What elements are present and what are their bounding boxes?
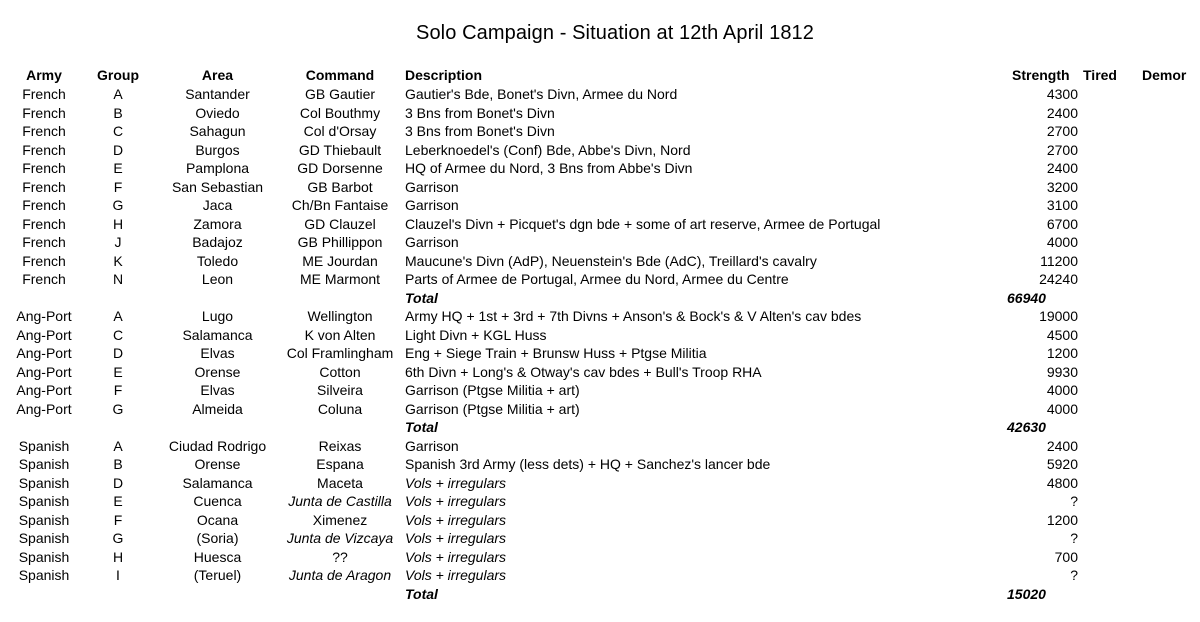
cell-group: K (113, 252, 123, 269)
cell-strength: 2400 (1046, 437, 1078, 454)
cell-group: G (112, 400, 124, 417)
cell-area: Elvas (200, 345, 235, 361)
cell-group: F (113, 382, 123, 398)
cell-group: E (113, 160, 123, 176)
cell-strength: 24240 (1039, 271, 1078, 287)
cell-description: Gautier's Bde, Bonet's Divn, Armee du Nord (405, 86, 678, 102)
cell-group: D (112, 141, 124, 158)
table-row (0, 215, 1200, 233)
cell-area: (Soria) (196, 530, 239, 546)
cell-strength: 2700 (1046, 141, 1078, 158)
cell-description: Vols + irregulars (405, 548, 507, 565)
cell-strength: 2400 (1046, 160, 1078, 176)
cell-army: French (22, 271, 66, 287)
cell-description: Garrison (405, 437, 459, 454)
cell-strength: 1200 (1046, 345, 1078, 361)
table-row (0, 159, 1200, 177)
cell-strength: 9930 (1046, 363, 1078, 380)
cell-command: Maceta (317, 474, 363, 491)
cell-army: Spanish (18, 474, 70, 491)
cell-group: A (113, 437, 123, 454)
cell-description: Vols + irregulars (405, 474, 507, 491)
total-row-spanish (0, 585, 1200, 603)
cell-army: Spanish (18, 511, 70, 528)
cell-strength: 3200 (1046, 178, 1078, 195)
cell-army: Spanish (18, 437, 70, 454)
cell-group: G (112, 197, 124, 213)
total-value-angport: 42630 (1007, 419, 1046, 435)
cell-group: J (114, 234, 122, 250)
header-strength: Strength (1012, 67, 1070, 83)
cell-area: Salamanca (182, 474, 253, 491)
cell-strength: 4000 (1046, 234, 1078, 250)
cell-description: Vols + irregulars (405, 511, 507, 528)
cell-group: E (113, 493, 123, 509)
cell-army: French (22, 252, 66, 269)
cell-area: Lugo (201, 308, 234, 324)
cell-strength: 4000 (1046, 382, 1078, 398)
cell-area: Badajoz (192, 234, 243, 250)
cell-area: Huesca (193, 548, 242, 565)
cell-description: HQ of Armee du Nord, 3 Bns from Abbe's Divn (405, 160, 693, 176)
table-row (0, 178, 1200, 196)
total-label: Total (405, 419, 438, 435)
cell-description: Leberknoedel's (Conf) Bde, Abbe's Divn, Nord (405, 141, 691, 158)
cell-description: Army HQ + 1st + 3rd + 7th Divns + Anson's & Bock's & V Alten's cav bdes (405, 308, 862, 324)
cell-area: San Sebastian (171, 178, 264, 195)
cell-command: Ch/Bn Fantaise (291, 197, 389, 213)
cell-army: French (22, 215, 66, 232)
cell-area: Almeida (192, 400, 243, 417)
cell-description: 3 Bns from Bonet's Divn (405, 104, 555, 121)
table-row (0, 104, 1200, 122)
cell-strength: ? (1070, 493, 1078, 509)
cell-area: Orense (194, 456, 241, 472)
cell-area: Ocana (196, 511, 239, 528)
cell-command: Wellington (307, 308, 373, 324)
cell-strength: 700 (1054, 548, 1078, 565)
table-row (0, 141, 1200, 159)
cell-group: F (113, 511, 123, 528)
cell-army: Ang-Port (16, 363, 72, 380)
cell-area: Cuenca (193, 493, 242, 509)
total-value-french: 66940 (1007, 289, 1046, 306)
header-area: Area (201, 67, 234, 83)
table-row (0, 381, 1200, 399)
cell-army: French (22, 104, 66, 121)
cell-strength: ? (1070, 567, 1078, 583)
cell-strength: ? (1070, 530, 1078, 546)
total-label: Total (405, 585, 438, 602)
cell-command: GB Gautier (304, 86, 376, 102)
cell-description: Eng + Siege Train + Brunsw Huss + Ptgse Militia (405, 345, 707, 361)
cell-army: French (22, 178, 66, 195)
cell-army: Spanish (18, 530, 70, 546)
table-row (0, 270, 1200, 288)
cell-strength: 2400 (1046, 104, 1078, 121)
cell-strength: 11200 (1040, 252, 1078, 269)
cell-description: Clauzel's Divn + Picquet's dgn bde + some of art reserve, Armee de Portugal (405, 215, 881, 232)
cell-area: Zamora (193, 215, 242, 232)
total-row-angport (0, 418, 1200, 436)
table-row (0, 455, 1200, 473)
cell-strength: 1200 (1046, 511, 1078, 528)
cell-area: Santander (185, 86, 250, 102)
header-demor: Demor (1142, 67, 1187, 83)
header-command: Command (305, 67, 375, 83)
cell-area: (Teruel) (193, 567, 242, 583)
cell-description: Garrison (Ptgse Militia + art) (405, 382, 580, 398)
total-label: Total (405, 289, 438, 306)
cell-group: G (112, 530, 124, 546)
cell-area: Elvas (200, 382, 235, 398)
cell-command: Coluna (317, 400, 363, 417)
cell-area: Salamanca (182, 326, 253, 343)
cell-strength: 5920 (1046, 456, 1078, 472)
cell-command: Reixas (318, 437, 362, 454)
table-row (0, 474, 1200, 492)
cell-command: ME Jourdan (302, 252, 378, 269)
cell-group: B (113, 104, 123, 121)
cell-group: D (112, 345, 124, 361)
table-row (0, 307, 1200, 325)
cell-army: French (22, 234, 66, 250)
cell-description: Vols + irregulars (405, 530, 507, 546)
cell-area: Leon (201, 271, 234, 287)
cell-group: N (112, 271, 124, 287)
cell-army: Spanish (18, 493, 70, 509)
table-row (0, 363, 1200, 381)
cell-group: F (113, 178, 123, 195)
cell-army: French (22, 86, 66, 102)
cell-strength: 4000 (1046, 400, 1078, 417)
cell-command: GD Thiebault (298, 141, 382, 158)
table-row (0, 122, 1200, 140)
cell-army: Ang-Port (16, 345, 72, 361)
cell-army: Spanish (18, 567, 70, 583)
table-row (0, 529, 1200, 547)
cell-description: 6th Divn + Long's & Otway's cav bdes + Bull's Troop RHA (405, 363, 762, 380)
cell-group: A (113, 308, 123, 324)
cell-command: Col d'Orsay (303, 123, 377, 139)
cell-command: ?? (332, 548, 348, 565)
cell-group: H (112, 548, 124, 565)
cell-command: GB Barbot (307, 178, 373, 195)
cell-area: Sahagun (189, 123, 246, 139)
cell-description: Garrison (405, 197, 459, 213)
cell-command: GB Phillippon (297, 234, 383, 250)
cell-command: ME Marmont (299, 271, 381, 287)
cell-area: Burgos (195, 141, 240, 158)
cell-command: Ximenez (312, 511, 368, 528)
cell-group: A (113, 86, 123, 102)
cell-strength: 4500 (1046, 326, 1078, 343)
table-row (0, 548, 1200, 566)
cell-command: GD Dorsenne (297, 160, 383, 176)
cell-description: Spanish 3rd Army (less dets) + HQ + Sanchez's lancer bde (405, 456, 771, 472)
header-group: Group (97, 67, 139, 83)
cell-strength: 2700 (1046, 123, 1078, 139)
header-description: Description (405, 67, 483, 83)
cell-area: Ciudad Rodrigo (168, 437, 267, 454)
table-header-row (0, 66, 1200, 84)
cell-description: Garrison (Ptgse Militia + art) (405, 400, 580, 417)
cell-command: Cotton (319, 363, 361, 380)
cell-command: GD Clauzel (304, 215, 376, 232)
total-value-spanish: 15020 (1007, 585, 1046, 602)
cell-description: Light Divn + KGL Huss (405, 326, 547, 343)
cell-command: Silveira (317, 382, 363, 398)
table-row (0, 492, 1200, 510)
cell-group: E (113, 363, 123, 380)
table-row (0, 344, 1200, 362)
cell-command: Junta de Vizcaya (286, 530, 394, 546)
cell-area: Orense (194, 363, 241, 380)
cell-army: Ang-Port (16, 326, 72, 343)
table-row (0, 566, 1200, 584)
cell-command: Col Bouthmy (299, 104, 381, 121)
header-army: Army (26, 67, 62, 83)
cell-description: Garrison (405, 178, 459, 195)
cell-group: C (112, 326, 124, 343)
table-row (0, 437, 1200, 455)
cell-area: Jaca (202, 197, 233, 213)
table-row (0, 252, 1200, 270)
cell-strength: 4800 (1046, 474, 1078, 491)
table-row (0, 326, 1200, 344)
cell-command: Junta de Aragon (288, 567, 392, 583)
cell-army: Spanish (18, 456, 70, 472)
cell-description: Parts of Armee de Portugal, Armee du Nord, Armee du Centre (405, 271, 789, 287)
cell-group: I (116, 567, 120, 583)
cell-group: C (112, 123, 124, 139)
cell-strength: 6700 (1046, 215, 1078, 232)
total-row-french (0, 289, 1200, 307)
cell-description: 3 Bns from Bonet's Divn (405, 123, 555, 139)
cell-strength: 3100 (1046, 197, 1078, 213)
cell-command: Junta de Castilla (288, 493, 392, 509)
cell-description: Maucune's Divn (AdP), Neuenstein's Bde (AdC), Treillard's cavalry (405, 252, 817, 269)
cell-group: D (112, 474, 124, 491)
cell-group: H (112, 215, 124, 232)
cell-area: Toledo (196, 252, 239, 269)
cell-command: Espana (316, 456, 364, 472)
cell-army: Ang-Port (16, 400, 72, 417)
cell-description: Vols + irregulars (405, 567, 507, 583)
cell-command: Col Framlingham (286, 345, 394, 361)
header-tired: Tired (1083, 67, 1117, 83)
cell-description: Vols + irregulars (405, 493, 507, 509)
cell-army: French (22, 197, 66, 213)
cell-strength: 4300 (1046, 86, 1078, 102)
cell-area: Oviedo (195, 104, 240, 121)
page-title: Solo Campaign - Situation at 12th April 1812 (416, 22, 814, 44)
table-row (0, 196, 1200, 214)
cell-army: Spanish (18, 548, 70, 565)
table-row (0, 400, 1200, 418)
table-row (0, 511, 1200, 529)
cell-description: Garrison (405, 234, 459, 250)
cell-command: K von Alten (304, 326, 376, 343)
cell-army: Ang-Port (16, 308, 72, 324)
cell-strength: 19000 (1039, 308, 1078, 324)
cell-army: French (22, 141, 66, 158)
cell-group: B (113, 456, 123, 472)
table-row (0, 233, 1200, 251)
cell-army: French (22, 123, 66, 139)
cell-army: French (22, 160, 66, 176)
table-row (0, 85, 1200, 103)
cell-area: Pamplona (185, 160, 250, 176)
cell-army: Ang-Port (16, 382, 72, 398)
